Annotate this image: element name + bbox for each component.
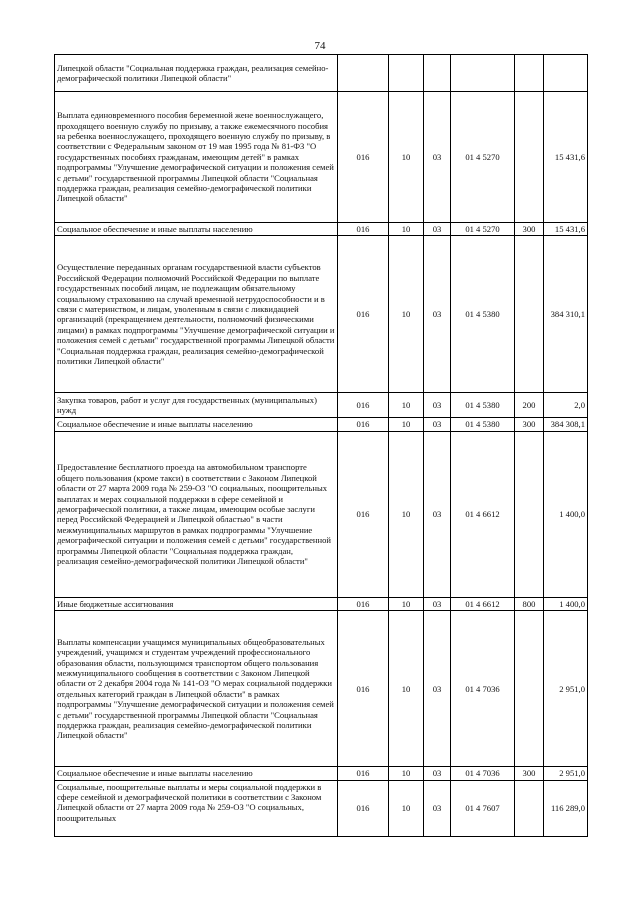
- cell-expense-type-code: [515, 236, 544, 393]
- cell-section-code: [389, 55, 424, 92]
- cell-department-code: 016: [338, 431, 389, 597]
- cell-expense-type-code: 300: [515, 767, 544, 780]
- cell-amount: 15 431,6: [544, 92, 588, 223]
- cell-target-article-code: [451, 55, 515, 92]
- table-row: [55, 431, 588, 597]
- cell-expense-type-code: [515, 780, 544, 836]
- cell-amount: 384 308,1: [544, 418, 588, 431]
- page-number: 74: [314, 40, 326, 52]
- table-row: [55, 223, 588, 236]
- cell-subsection-code: [424, 55, 451, 92]
- cell-section-code: 10: [389, 393, 424, 418]
- cell-department-code: 016: [338, 236, 389, 393]
- cell-subsection-code: 03: [424, 611, 451, 767]
- cell-item-name: Липецкой области "Социальная поддержка граждан, реализация семейно-демографической политики Липецкой области": [55, 55, 338, 92]
- cell-target-article-code: 01 4 7607: [451, 780, 515, 836]
- cell-item-name: Осуществление переданных органам государственной власти субъектов Российской Федерации полномочий Российской Федерации по выплате государственных пособий лицам, не подлежащим обязательному социальному страхованию на случай временной нетрудоспособности и в связи с материнством, и лицам, уволенным в связи с ликвидацией организаций (прекращением деятельности, полномочий физическими лицами) в рамках подпрограммы "Улучшение демографической ситуации и положения семей с детьми" государственной программы Липецкой области "Социальная поддержка граждан, реализация семейно-демографической политики Липецкой области": [55, 236, 338, 393]
- cell-target-article-code: 01 4 7036: [451, 767, 515, 780]
- cell-department-code: [338, 55, 389, 92]
- cell-department-code: 016: [338, 767, 389, 780]
- budget-table: [54, 54, 588, 837]
- cell-target-article-code: 01 4 6612: [451, 597, 515, 610]
- cell-subsection-code: 03: [424, 418, 451, 431]
- table-row: [55, 393, 588, 418]
- cell-expense-type-code: 300: [515, 418, 544, 431]
- cell-subsection-code: 03: [424, 223, 451, 236]
- cell-target-article-code: 01 4 5270: [451, 223, 515, 236]
- cell-department-code: 016: [338, 780, 389, 836]
- table-row: [55, 767, 588, 780]
- cell-target-article-code: 01 4 6612: [451, 431, 515, 597]
- cell-item-name: Социальное обеспечение и иные выплаты населению: [55, 767, 338, 780]
- cell-expense-type-code: [515, 55, 544, 92]
- cell-section-code: 10: [389, 611, 424, 767]
- cell-subsection-code: 03: [424, 236, 451, 393]
- cell-expense-type-code: [515, 611, 544, 767]
- cell-target-article-code: 01 4 5380: [451, 236, 515, 393]
- cell-amount: 1 400,0: [544, 597, 588, 610]
- cell-item-name: Выплаты компенсации учащимся муниципальных общеобразовательных учреждений, учащимся и студентам учреждений профессионального образования области, пользующимся транспортом общего пользования межмуниципального сообщения в соответствии с Законом Липецкой области от 2 декабря 2004 года № 141-ОЗ "О мерах социальной поддержки отдельных категорий граждан в Липецкой области" в рамках подпрограммы "Улучшение демографической ситуации и положения семей с детьми" государственной программы Липецкой области "Социальная поддержка граждан, реализация семейно-демографической политики Липецкой области": [55, 611, 338, 767]
- cell-item-name: Иные бюджетные ассигнования: [55, 597, 338, 610]
- table-row: [55, 418, 588, 431]
- cell-target-article-code: 01 4 5270: [451, 92, 515, 223]
- cell-section-code: 10: [389, 236, 424, 393]
- cell-amount: 384 310,1: [544, 236, 588, 393]
- cell-item-name: Социальное обеспечение и иные выплаты населению: [55, 418, 338, 431]
- cell-expense-type-code: 200: [515, 393, 544, 418]
- table-row: [55, 92, 588, 223]
- cell-section-code: 10: [389, 223, 424, 236]
- cell-item-name: Закупка товаров, работ и услуг для государственных (муниципальных) нужд: [55, 393, 338, 418]
- cell-amount: 15 431,6: [544, 223, 588, 236]
- table-row: [55, 780, 588, 836]
- table-row: [55, 611, 588, 767]
- cell-section-code: 10: [389, 431, 424, 597]
- cell-amount: 2,0: [544, 393, 588, 418]
- cell-target-article-code: 01 4 5380: [451, 418, 515, 431]
- cell-section-code: 10: [389, 780, 424, 836]
- table-row: [55, 236, 588, 393]
- cell-expense-type-code: [515, 431, 544, 597]
- cell-item-name: Предоставление бесплатного проезда на автомобильном транспорте общего пользования (кроме такси) в соответствии с Законом Липецкой области от 27 марта 2009 года № 259-ОЗ "О социальных, поощрительных выплатах и мерах социальной поддержки в сфере семейной и демографической политики, а также лицам, имеющим особые заслуги перед Российской Федерацией и Липецкой областью" в части межмуниципальных маршрутов в рамках подпрограммы "Улучшение демографической ситуации и положения семей с детьми" государственной программы Липецкой области "Социальная поддержка граждан, реализация семейно-демографической политики Липецкой области": [55, 431, 338, 597]
- cell-subsection-code: 03: [424, 597, 451, 610]
- cell-department-code: 016: [338, 92, 389, 223]
- cell-target-article-code: 01 4 7036: [451, 611, 515, 767]
- cell-amount: 2 951,0: [544, 611, 588, 767]
- cell-target-article-code: 01 4 5380: [451, 393, 515, 418]
- cell-amount: 1 400,0: [544, 431, 588, 597]
- cell-subsection-code: 03: [424, 780, 451, 836]
- cell-section-code: 10: [389, 597, 424, 610]
- cell-item-name: Выплата единовременного пособия беременной жене военнослужащего, проходящего военную службу по призыву, а также ежемесячного пособия на ребенка военнослужащего, проходящего военную службу по призыву, в соответствии с Федеральным законом от 19 мая 1995 года № 81-ФЗ "О государственных пособиях гражданам, имеющим детей" в рамках подпрограммы "Улучшение демографической ситуации и положения семей с детьми" государственной программы Липецкой области "Социальная поддержка граждан, реализация семейно-демографической политики Липецкой области": [55, 92, 338, 223]
- table-row: [55, 55, 588, 92]
- table-row: [55, 597, 588, 610]
- cell-section-code: 10: [389, 767, 424, 780]
- cell-department-code: 016: [338, 418, 389, 431]
- cell-amount: 116 289,0: [544, 780, 588, 836]
- cell-expense-type-code: 300: [515, 223, 544, 236]
- cell-amount: 2 951,0: [544, 767, 588, 780]
- cell-department-code: 016: [338, 611, 389, 767]
- cell-subsection-code: 03: [424, 92, 451, 223]
- cell-expense-type-code: 800: [515, 597, 544, 610]
- cell-department-code: 016: [338, 223, 389, 236]
- cell-amount: [544, 55, 588, 92]
- cell-department-code: 016: [338, 597, 389, 610]
- cell-expense-type-code: [515, 92, 544, 223]
- cell-subsection-code: 03: [424, 767, 451, 780]
- cell-department-code: 016: [338, 393, 389, 418]
- cell-section-code: 10: [389, 92, 424, 223]
- cell-subsection-code: 03: [424, 431, 451, 597]
- cell-subsection-code: 03: [424, 393, 451, 418]
- cell-item-name: Социальные, поощрительные выплаты и меры социальной поддержки в сфере семейной и демографической политики в соответствии с Законом Липецкой области от 27 марта 2009 года № 259-ОЗ "О социальных, поощрительных: [55, 780, 338, 836]
- cell-item-name: Социальное обеспечение и иные выплаты населению: [55, 223, 338, 236]
- cell-section-code: 10: [389, 418, 424, 431]
